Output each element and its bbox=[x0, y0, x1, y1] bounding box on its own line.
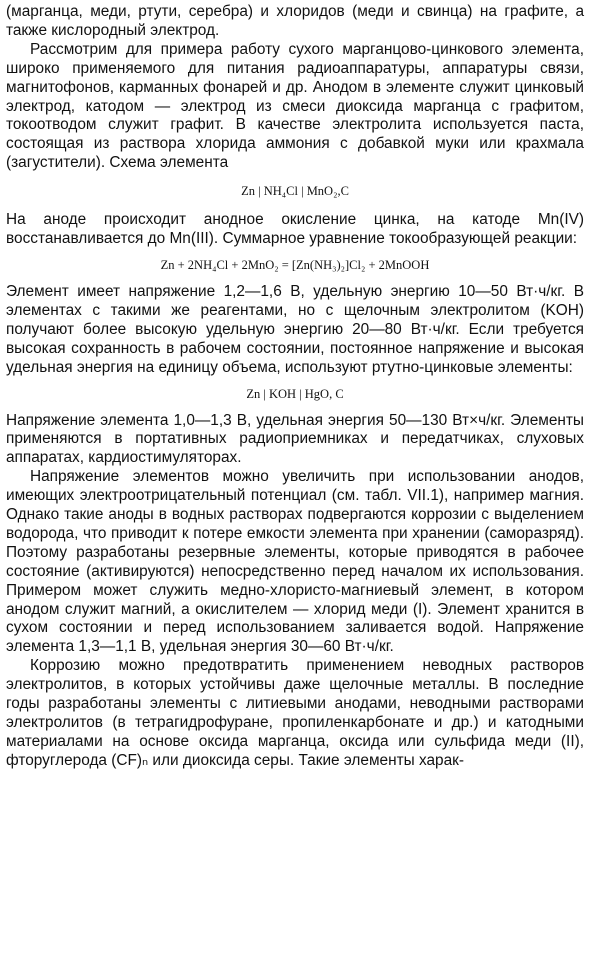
paragraph-6: Напряжение элементов можно увеличить при использовании анодов, имеющих электроотрицательный потенциал (см. табл. VII.1), например магния. Однако такие аноды в водных растворах подвергаются коррозии с выделением водорода, что приводит к потере емкости элемента при хранении (саморазряд). Поэтому разработаны резервные элементы, которые приводятся в рабочее состояние (активируются) непосредственно перед началом их использования. Примером может служить медно-хлористо-магниевый элемент, в котором анодом служит магний, а окислителем — хлорид меди (I). Элемент хранится в сухом состоянии и перед использованием заливается водой. Напряжение элемента 1,3—1,1 В, удельная энергия 30—60 Вт·ч/кг. bbox=[6, 468, 584, 656]
paragraph-1: (марганца, меди, ртути, серебра) и хлоридов (меди и свинца) на графите, а также кислородный электрод. bbox=[6, 3, 584, 39]
formula-reaction: Zn + 2NH₄Cl + 2MnO₂ = [Zn(NH₃)₂]Cl₂ + 2MnOOH bbox=[160, 257, 430, 272]
paragraph-3: На аноде происходит анодное окисление цинка, на катоде Mn(IV) восстанавливается до Mn(III). Суммарное уравнение токообразующей реакции: bbox=[6, 211, 584, 248]
paragraph-5: Напряжение элемента 1,0—1,3 В, удельная энергия 50—130 Вт×ч/кг. Элементы применяются в портативных радиоприемниках и передатчиках, слуховых аппаратах, кардиостимуляторах. bbox=[6, 411, 584, 467]
paragraph-2: Рассмотрим для примера работу сухого марганцово-цинкового элемента, широко применяемого для питания радиоаппаратуры, аппаратуры связи, магнитофонов, карманных фонарей и др. Анодом в элементе служит цинковый электрод, катодом — электрод из смеси диоксида марганца с графитом, токоотводом служит графит. В качестве электролита используется паста, состоящая из раствора хлорида аммония с добавкой муки или крахмала (загустители). Схема элемента bbox=[6, 40, 584, 172]
formula-hg-zn-scheme: Zn | KOH | HgO, C bbox=[246, 386, 344, 401]
paragraph-7: Коррозию можно предотвратить применением неводных растворов электролитов, в которых устойчивы даже щелочные металлы. В последние годы разработаны элементы с литиевыми анодами, неводными растворами электролитов (в тетрагидрофуране, пропиленкарбонате и др.) и катодными материалами на основе оксида марганца, оксида или сульфида меди (II), фторуглерода (CF)ₙ или диоксида серы. Такие элементы харак- bbox=[6, 657, 584, 769]
paragraph-4: Элемент имеет напряжение 1,2—1,6 В, удельную энергию 10—50 Вт·ч/кг. В элементах с такими же реагентами, но с щелочным электролитом (KOH) получают более высокую удельную энергию 20—80 Вт·ч/кг. Если требуется высокая сохранность в рабочем состоянии, постоянное напряжение и высокая удельная энергия на единицу объема, используют ртутно-цинковые элементы: bbox=[6, 282, 584, 376]
formula-mn-zn-scheme: Zn | NH₄Cl | MnO₂,C bbox=[241, 184, 349, 199]
